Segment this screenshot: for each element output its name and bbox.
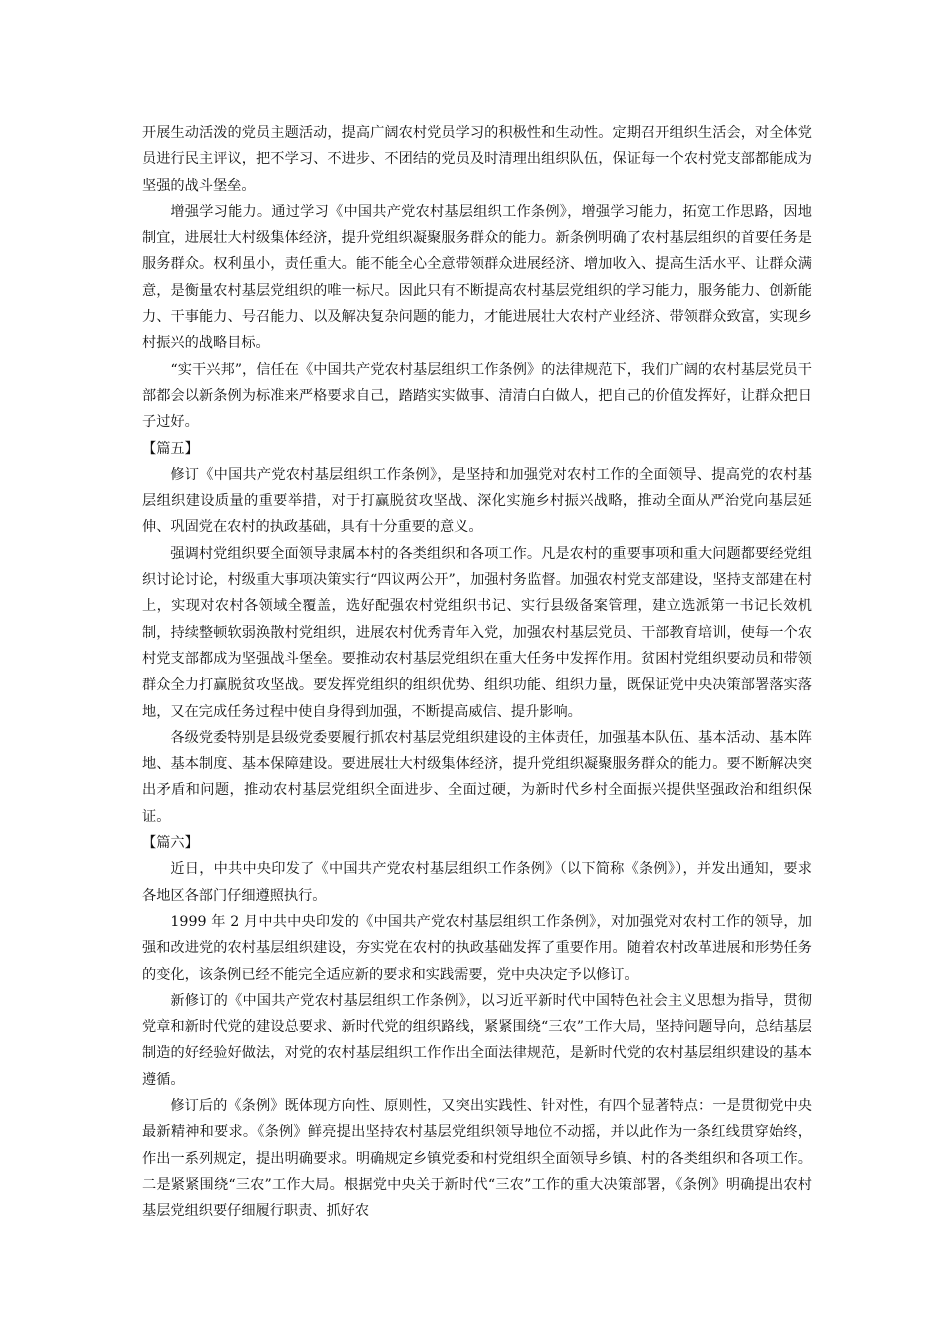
paragraph-10: 1999 年 2 月中共中央印发的《中国共产党农村基层组织工作条例》，对加强党对农村工作的领导，加强和改进党的农村基层组织建设，夯实党在农村的执政基础发挥了重要作用。随着农村改革进展和形势任务的变化，该条例已经不能完全适应新的要求和实践需要，党中央决定予以修订。 <box>142 913 812 983</box>
paragraph-3: “实干兴邦”，信任在《中国共产党农村基层组织工作条例》的法律规范下，我们广阔的农村基层党员干部都会以新条例为标准来严格要求自己，踏踏实实做事、清清白白做人，把自己的价值发挥好，让群众把日子过好。 <box>142 361 812 431</box>
paragraph-7: 各级党委特别是县级党委要履行抓农村基层党组织建设的主体责任，加强基本队伍、基本活动、基本阵地、基本制度、基本保障建设。要进展壮大村级集体经济，提升党组织凝聚服务群众的能力。要不断解决突出矛盾和问题，推动农村基层党组织全面进步、全面过硬，为新时代乡村全面振兴提供坚强政治和组织保证。 <box>142 729 812 825</box>
document-page <box>142 120 812 1224</box>
paragraph-2: 增强学习能力。通过学习《中国共产党农村基层组织工作条例》，增强学习能力，拓宽工作思路，因地制宜，进展壮大村级集体经济，提升党组织凝聚服务群众的能力。新条例明确了农村基层组织的首要任务是服务群众。权利虽小，责任重大。能不能全心全意带领群众进展经济、增加收入、提高生活水平、让群众满意，是衡量农村基层党组织的唯一标尺。因此只有不断提高农村基层党组织的学习能力，服务能力、创新能力、干事能力、号召能力、以及解决复杂问题的能力，才能进展壮大农村产业经济、带领群众致富，实现乡村振兴的战略目标。 <box>142 203 812 352</box>
paragraph-11: 新修订的《中国共产党农村基层组织工作条例》，以习近平新时代中国特色社会主义思想为指导，贯彻党章和新时代党的建设总要求、新时代党的组织路线，紧紧围绕“三农”工作大局，坚持问题导向，总结基层制造的好经验好做法，对党的农村基层组织工作作出全面法律规范，是新时代党的农村基层组织建设的基本遵循。 <box>142 992 812 1088</box>
paragraph-9: 近日，中共中央印发了《中国共产党农村基层组织工作条例》（以下简称《条例》），并发出通知，要求各地区各部门仔细遵照执行。 <box>142 861 812 904</box>
section-heading-part-six: 【篇六】 <box>142 835 199 852</box>
paragraph-6: 强调村党组织要全面领导隶属本村的各类组织和各项工作。凡是农村的重要事项和重大问题都要经党组织讨论讨论，村级重大事项决策实行“四议两公开”，加强村务监督。加强农村党支部建设，坚持支部建在村上，实现对农村各领域全覆盖，选好配强农村党组织书记、实行县级备案管理，建立选派第一书记长效机制，持续整顿软弱涣散村党组织，进展农村优秀青年入党，加强农村基层党员、干部教育培训，使每一个农村党支部都成为坚强战斗堡垒。要推动农村基层党组织在重大任务中发挥作用。贫困村党组织要动员和带领群众全力打赢脱贫攻坚战。要发挥党组织的组织优势、组织功能、组织力量，既保证党中央决策部署落实落地，又在完成任务过程中使自身得到加强，不断提高威信、提升影响。 <box>142 545 812 720</box>
section-heading-part-five: 【篇五】 <box>142 440 199 457</box>
paragraph-5: 修订《中国共产党农村基层组织工作条例》，是坚持和加强党对农村工作的全面领导、提高党的农村基层组织建设质量的重要举措，对于打赢脱贫攻坚战、深化实施乡村振兴战略，推动全面从严治党向基层延伸、巩固党在农村的执政基础，具有十分重要的意义。 <box>142 466 812 536</box>
paragraph-1: 开展生动活泼的党员主题活动，提高广阔农村党员学习的积极性和生动性。定期召开组织生活会，对全体党员进行民主评议，把不学习、不进步、不团结的党员及时清理出组织队伍，保证每一个农村党支部都能成为坚强的战斗堡垒。 <box>142 125 812 194</box>
paragraph-12: 修订后的《条例》既体现方向性、原则性，又突出实践性、针对性，有四个显著特点：一是贯彻党中央最新精神和要求。《条例》鲜亮提出坚持农村基层党组织领导地位不动摇，并以此作为一条红线贯穿始终，作出一系列规定，提出明确要求。明确规定乡镇党委和村党组织全面领导乡镇、村的各类组织和各项工作。二是紧紧围绕“三农”工作大局。根据党中央关于新时代“三农”工作的重大决策部署，《条例》明确提出农村基层党组织要仔细履行职责、抓好农 <box>142 1097 812 1220</box>
